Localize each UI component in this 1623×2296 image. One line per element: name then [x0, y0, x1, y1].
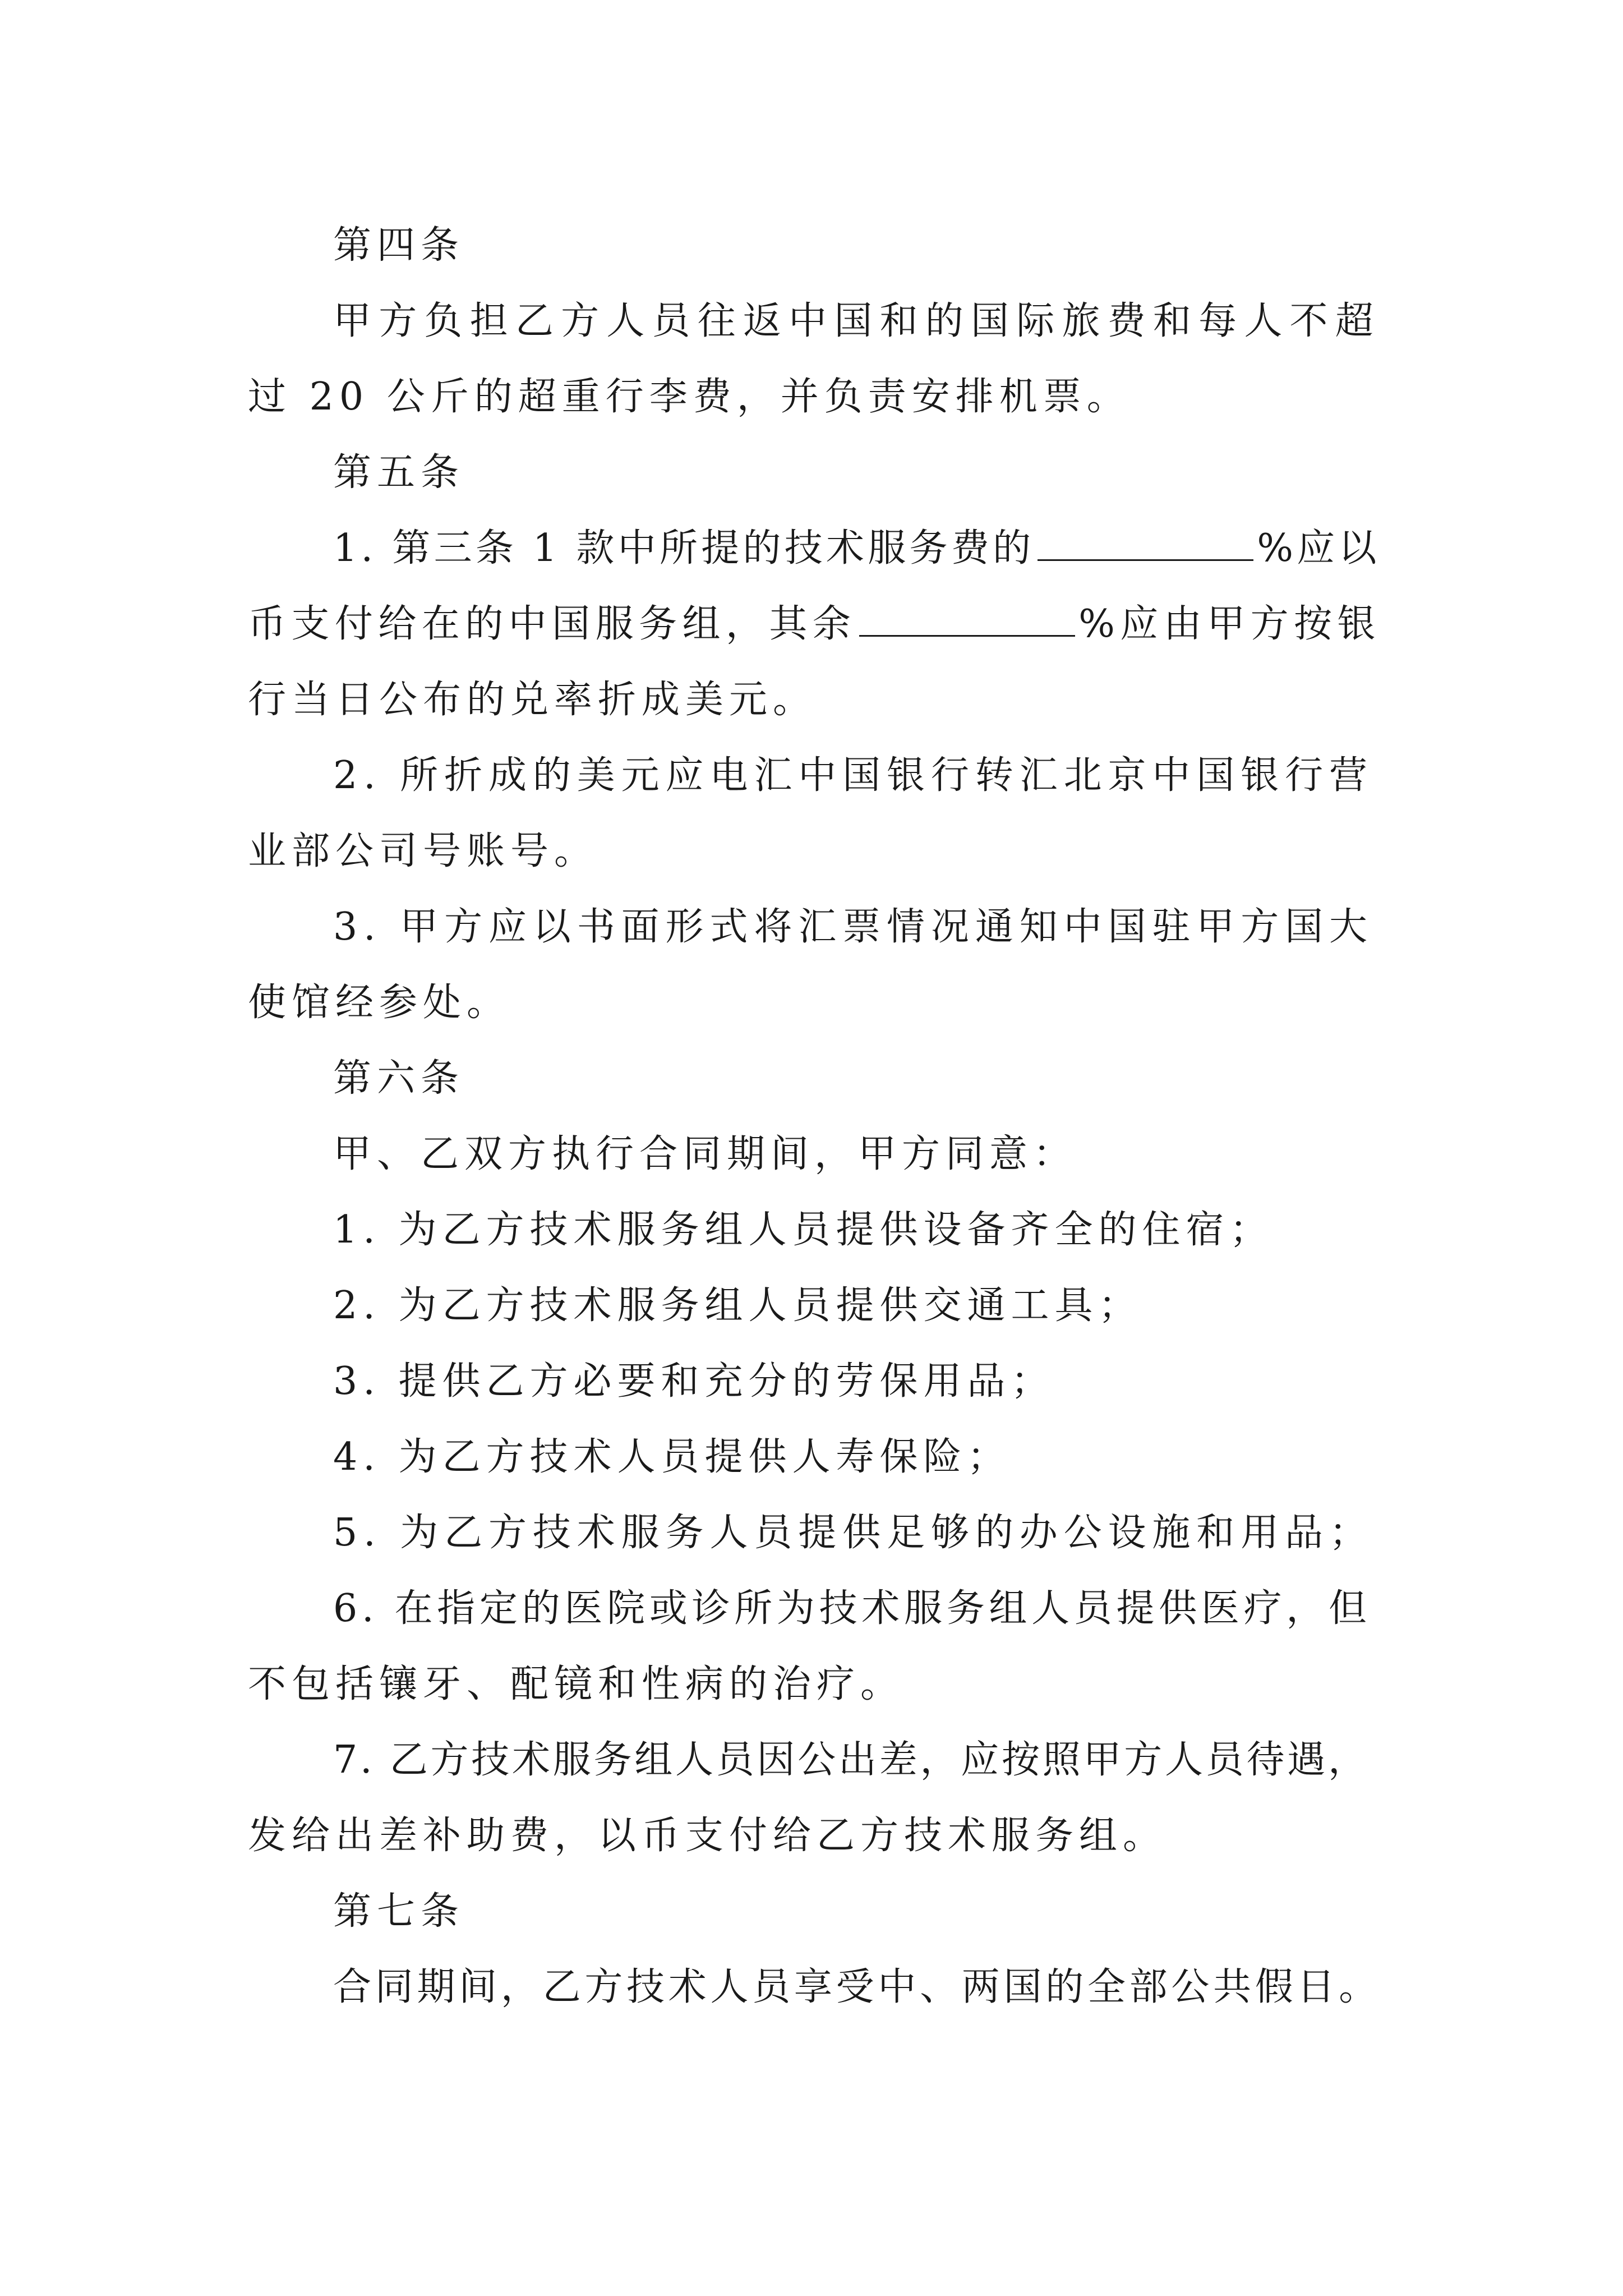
article-6-item-6-line-2: 不包括镶牙、配镜和性病的治疗。 — [248, 1662, 905, 1706]
article-4-paragraph-line-1: 甲方负担乙方人员往返中国和的国际旅费和每人不超 — [333, 299, 1381, 343]
article-4-paragraph-line-2: 过 20 公斤的超重行李费，并负责安排机票。 — [248, 375, 1131, 419]
article-5-item-1-line-2-text-b: %应由甲方按银 — [1078, 602, 1381, 646]
article-5-item-1-text-b: %应以 — [1257, 526, 1380, 570]
article-6-heading: 第六条 — [333, 1056, 465, 1101]
article-5-item-1-line-2 — [248, 586, 1381, 662]
article-5-item-1-line-3: 行当日公布的兑率折成美元。 — [248, 678, 817, 722]
article-5-item-3-line-2: 使馆经参处。 — [248, 981, 511, 1025]
article-6-item-6-line-1: 6. 在指定的医院或诊所为技术服务组人员提供医疗，但 — [333, 1586, 1371, 1631]
document-body — [248, 208, 1381, 2025]
article-5-item-1-text-a: 1. 第三条 1 款中所提的技术服务费的 — [333, 526, 1035, 570]
article-6-item-3: 3. 提供乙方必要和充分的劳保用品； — [333, 1359, 1055, 1404]
article-6-item-2: 2. 为乙方技术服务组人员提供交通工具； — [333, 1283, 1142, 1328]
article-5-heading: 第五条 — [333, 450, 465, 495]
article-5-item-3-line-1: 3. 甲方应以书面形式将汇票情况通知中国驻甲方国大 — [333, 905, 1373, 949]
article-6-intro: 甲、乙双方执行合同期间，甲方同意： — [333, 1132, 1077, 1176]
article-6-item-7-line-2: 发给出差补助费，以币支付给乙方技术服务组。 — [248, 1814, 1167, 1858]
article-5-item-1-line-2-text-a: 币支付给在的中国服务组，其余 — [248, 602, 856, 646]
article-6-item-7-line-1: 7. 乙方技术服务组人员因公出差，应按照甲方人员待遇， — [333, 1738, 1369, 1782]
article-5-item-2-line-2: 业部公司号账号。 — [248, 829, 598, 873]
article-7-heading: 第七条 — [333, 1889, 465, 1934]
percentage-blank-2 — [859, 601, 1075, 637]
percentage-blank-1 — [1038, 526, 1253, 561]
article-7-paragraph: 合同期间，乙方技术人员享受中、两国的全部公共假日。 — [333, 1965, 1381, 2009]
article-6-item-1: 1. 为乙方技术服务组人员提供设备齐全的住宿； — [333, 1208, 1274, 1252]
article-5-item-2-line-1: 2. 所折成的美元应电汇中国银行转汇北京中国银行营 — [333, 753, 1373, 798]
article-4-heading: 第四条 — [333, 223, 465, 268]
article-6-item-5: 5. 为乙方技术服务人员提供足够的办公设施和用品； — [333, 1511, 1373, 1555]
article-6-item-4: 4. 为乙方技术人员提供人寿保险； — [333, 1435, 1011, 1479]
article-5-item-1-line-1 — [248, 510, 1381, 586]
